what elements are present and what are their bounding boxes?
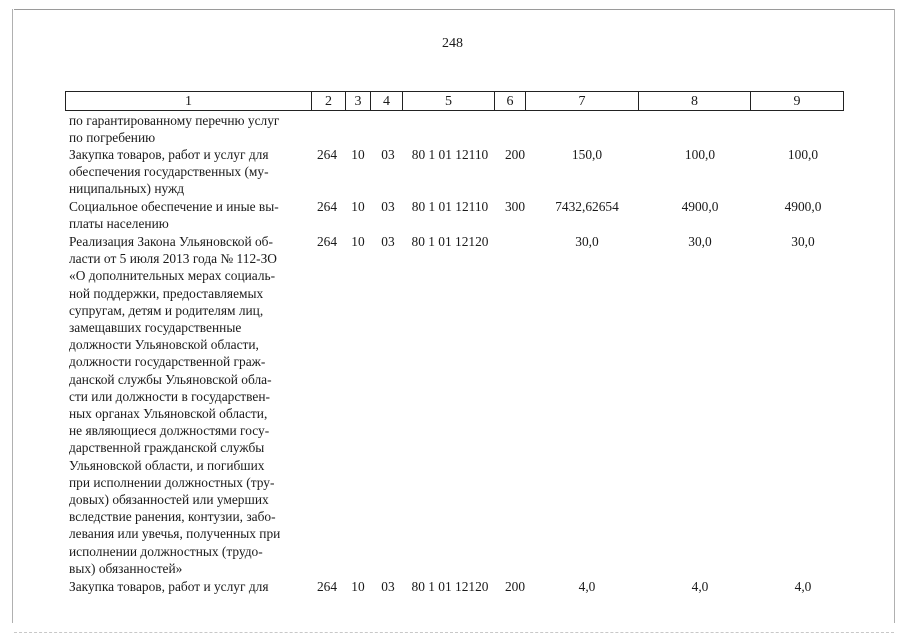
- cell-col-4: 03: [381, 234, 395, 249]
- cell-col-7: 7432,62654: [555, 199, 619, 214]
- header-col-4: 4: [371, 92, 403, 111]
- cell-col-4: 03: [381, 147, 395, 162]
- cell-col-8: 4,0: [691, 579, 709, 594]
- cell-col-5: 80 1 01 12110: [411, 199, 489, 214]
- row-description: по гарантированному перечню услуг по погребению: [69, 113, 280, 146]
- cell-col-6: 300: [504, 199, 526, 214]
- cell-col-9: 4,0: [794, 579, 812, 594]
- cell-col-9: 30,0: [791, 234, 815, 249]
- cell-col-7: 4,0: [578, 579, 596, 594]
- cell-col-3: 10: [351, 234, 365, 249]
- cell-col-7: 150,0: [571, 147, 603, 162]
- header-row: [66, 92, 844, 111]
- header-col-7: 7: [526, 92, 639, 111]
- cell-col-9: 4900,0: [784, 199, 822, 214]
- row-description: Реализация Закона Ульяновской об- ласти от 5 июля 2013 года № 112-ЗО «О дополнительных мерах социаль- ной поддержки, предоставляемых супругам, детям и родителям лиц, замещавших государственные должности Ульяновской области, должности государственной граж- данской службы Ульяновской обла- сти или должности в государствен- ных органах Ульяновской области, не являющиеся должностями госу- дарственной гражданской службы Ульяновской области, и погибших при исполнении должностных (тру- довых) обязанностей или умерших вследствие ранения, контузии, забо- левания или увечья, полученных при исполнении должностных (трудо- вых) обязанностей»: [69, 234, 281, 576]
- cell-col-6: 200: [504, 579, 526, 594]
- cell-col-5: 80 1 01 12120: [411, 579, 489, 594]
- cell-col-5: 80 1 01 12110: [411, 147, 489, 162]
- cell-col-8: 4900,0: [681, 199, 719, 214]
- cell-col-4: 03: [381, 579, 395, 594]
- page-number: 248: [442, 36, 463, 51]
- cell-col-3: 10: [351, 199, 365, 214]
- row-description: Закупка товаров, работ и услуг для: [69, 579, 269, 594]
- page-frame-bottom: [14, 632, 894, 634]
- cell-col-3: 10: [351, 579, 365, 594]
- row-description: Закупка товаров, работ и услуг для обеспечения государственных (му- ниципальных) нужд: [69, 147, 269, 197]
- cell-col-7: 30,0: [575, 234, 599, 249]
- page-frame-left: [12, 9, 13, 623]
- cell-col-4: 03: [381, 199, 395, 214]
- header-col-3: 3: [346, 92, 371, 111]
- header-col-9: 9: [751, 92, 844, 111]
- header-col-8: 8: [639, 92, 751, 111]
- cell-col-3: 10: [351, 147, 365, 162]
- cell-col-2: 264: [316, 147, 338, 162]
- column-header-table: [65, 91, 844, 111]
- cell-col-2: 264: [316, 234, 338, 249]
- row-description: Социальное обеспечение и иные вы- платы населению: [69, 199, 279, 232]
- cell-col-8: 100,0: [684, 147, 716, 162]
- header-col-6: 6: [495, 92, 526, 111]
- header-col-1: 1: [66, 92, 312, 111]
- page-frame-top: [14, 9, 894, 10]
- header-col-2: 2: [312, 92, 346, 111]
- cell-col-8: 30,0: [688, 234, 712, 249]
- cell-col-5: 80 1 01 12120: [411, 234, 489, 249]
- page-frame-right: [894, 9, 895, 623]
- cell-col-6: 200: [504, 147, 526, 162]
- header-col-5: 5: [403, 92, 495, 111]
- cell-col-2: 264: [316, 199, 338, 214]
- cell-col-9: 100,0: [787, 147, 819, 162]
- cell-col-2: 264: [316, 579, 338, 594]
